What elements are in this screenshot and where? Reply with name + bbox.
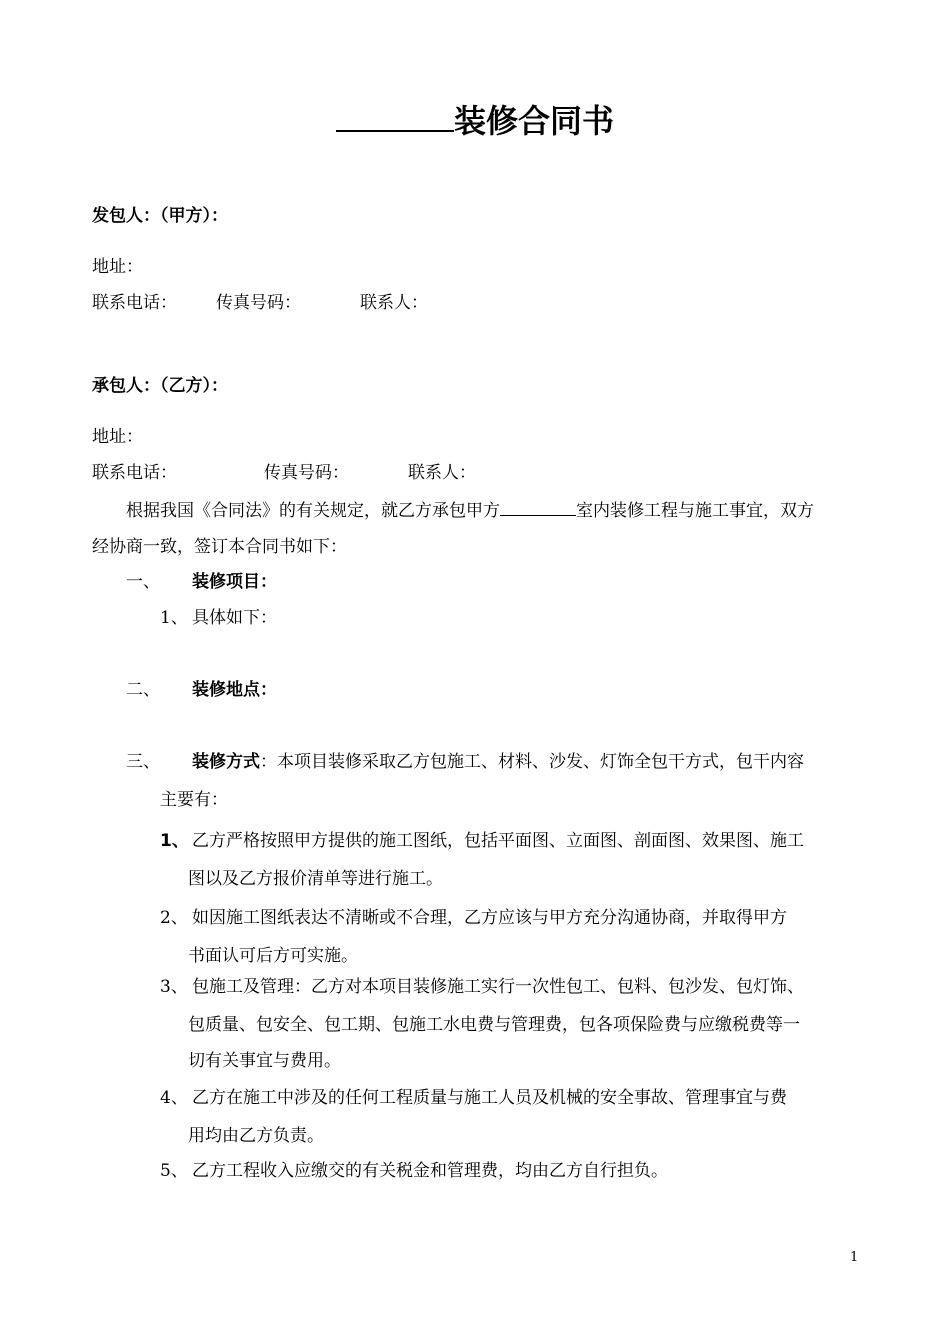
item-2-number: 2、	[160, 908, 188, 928]
item-3-line-2: 包质量、包安全、包工期、包施工水电费与管理费，包各项保险费与应缴税费等一	[188, 1015, 800, 1035]
party-a-contact-label: 联系人：	[360, 293, 428, 313]
document-title	[0, 96, 950, 143]
item-1-line-2: 图以及乙方报价清单等进行施工。	[188, 869, 443, 889]
title-text: 装修合同书	[453, 102, 614, 140]
party-b-address-label: 地址：	[92, 427, 143, 447]
section-1-item-1-text: 具体如下：	[192, 608, 277, 628]
item-3-line-1: 包施工及管理：乙方对本项目装修施工实行一次性包工、包料、包沙发、包灯饰、	[192, 977, 804, 997]
intro-part-1: 根据我国《合同法》的有关规定，就乙方承包甲方	[126, 501, 500, 521]
section-2-heading: 装修地点：	[192, 680, 277, 700]
item-4-line-1: 乙方在施工中涉及的任何工程质量与施工人员及机械的安全事故、管理事宜与费	[192, 1088, 787, 1108]
party-a-fax-label: 传真号码：	[216, 293, 301, 313]
section-3-line-1	[192, 750, 804, 774]
intro-blank	[500, 497, 576, 516]
party-a-heading: 发包人：（甲方）：	[92, 206, 228, 226]
item-5-number: 5、	[160, 1161, 188, 1181]
section-3-number: 三、	[126, 752, 160, 772]
section-3-text-1: ：本项目装修采取乙方包施工、材料、沙发、灯饰全包干方式，包干内容	[260, 752, 804, 772]
party-b-heading: 承包人：（乙方）：	[92, 376, 228, 396]
item-1-line-1: 乙方严格按照甲方提供的施工图纸，包括平面图、立面图、剖面图、效果图、施工	[192, 831, 804, 851]
page-number: 1	[850, 1250, 859, 1265]
title-blank	[336, 96, 454, 132]
section-3-heading: 装修方式	[192, 752, 260, 772]
party-b-fax-label: 传真号码：	[264, 463, 349, 483]
item-4-number: 4、	[160, 1088, 188, 1108]
item-1-number: 1、	[160, 831, 189, 851]
party-a-phone-label: 联系电话：	[92, 293, 177, 313]
party-b-contact-label: 联系人：	[408, 463, 476, 483]
party-b-phone-label: 联系电话：	[92, 463, 177, 483]
item-3-number: 3、	[160, 977, 188, 997]
item-2-line-2: 书面认可后方可实施。	[188, 946, 358, 966]
section-2-number: 二、	[126, 680, 160, 700]
item-4-line-2: 用均由乙方负责。	[188, 1126, 324, 1146]
item-2-line-1: 如因施工图纸表达不清晰或不合理，乙方应该与甲方充分沟通协商，并取得甲方	[192, 908, 787, 928]
item-3-line-3: 切有关事宜与费用。	[188, 1051, 341, 1071]
intro-line-2: 经协商一致，签订本合同书如下：	[92, 537, 347, 557]
item-5-line-1: 乙方工程收入应缴交的有关税金和管理费，均由乙方自行担负。	[192, 1161, 668, 1181]
section-3-text-2: 主要有：	[160, 790, 228, 810]
intro-part-2: 室内装修工程与施工事宜，双方	[576, 501, 814, 521]
section-1-heading: 装修项目：	[192, 572, 277, 592]
party-a-address-label: 地址：	[92, 257, 143, 277]
intro-line-1	[126, 497, 814, 523]
section-1-item-1-number: 1、	[160, 608, 188, 628]
section-1-number: 一、	[126, 572, 160, 592]
